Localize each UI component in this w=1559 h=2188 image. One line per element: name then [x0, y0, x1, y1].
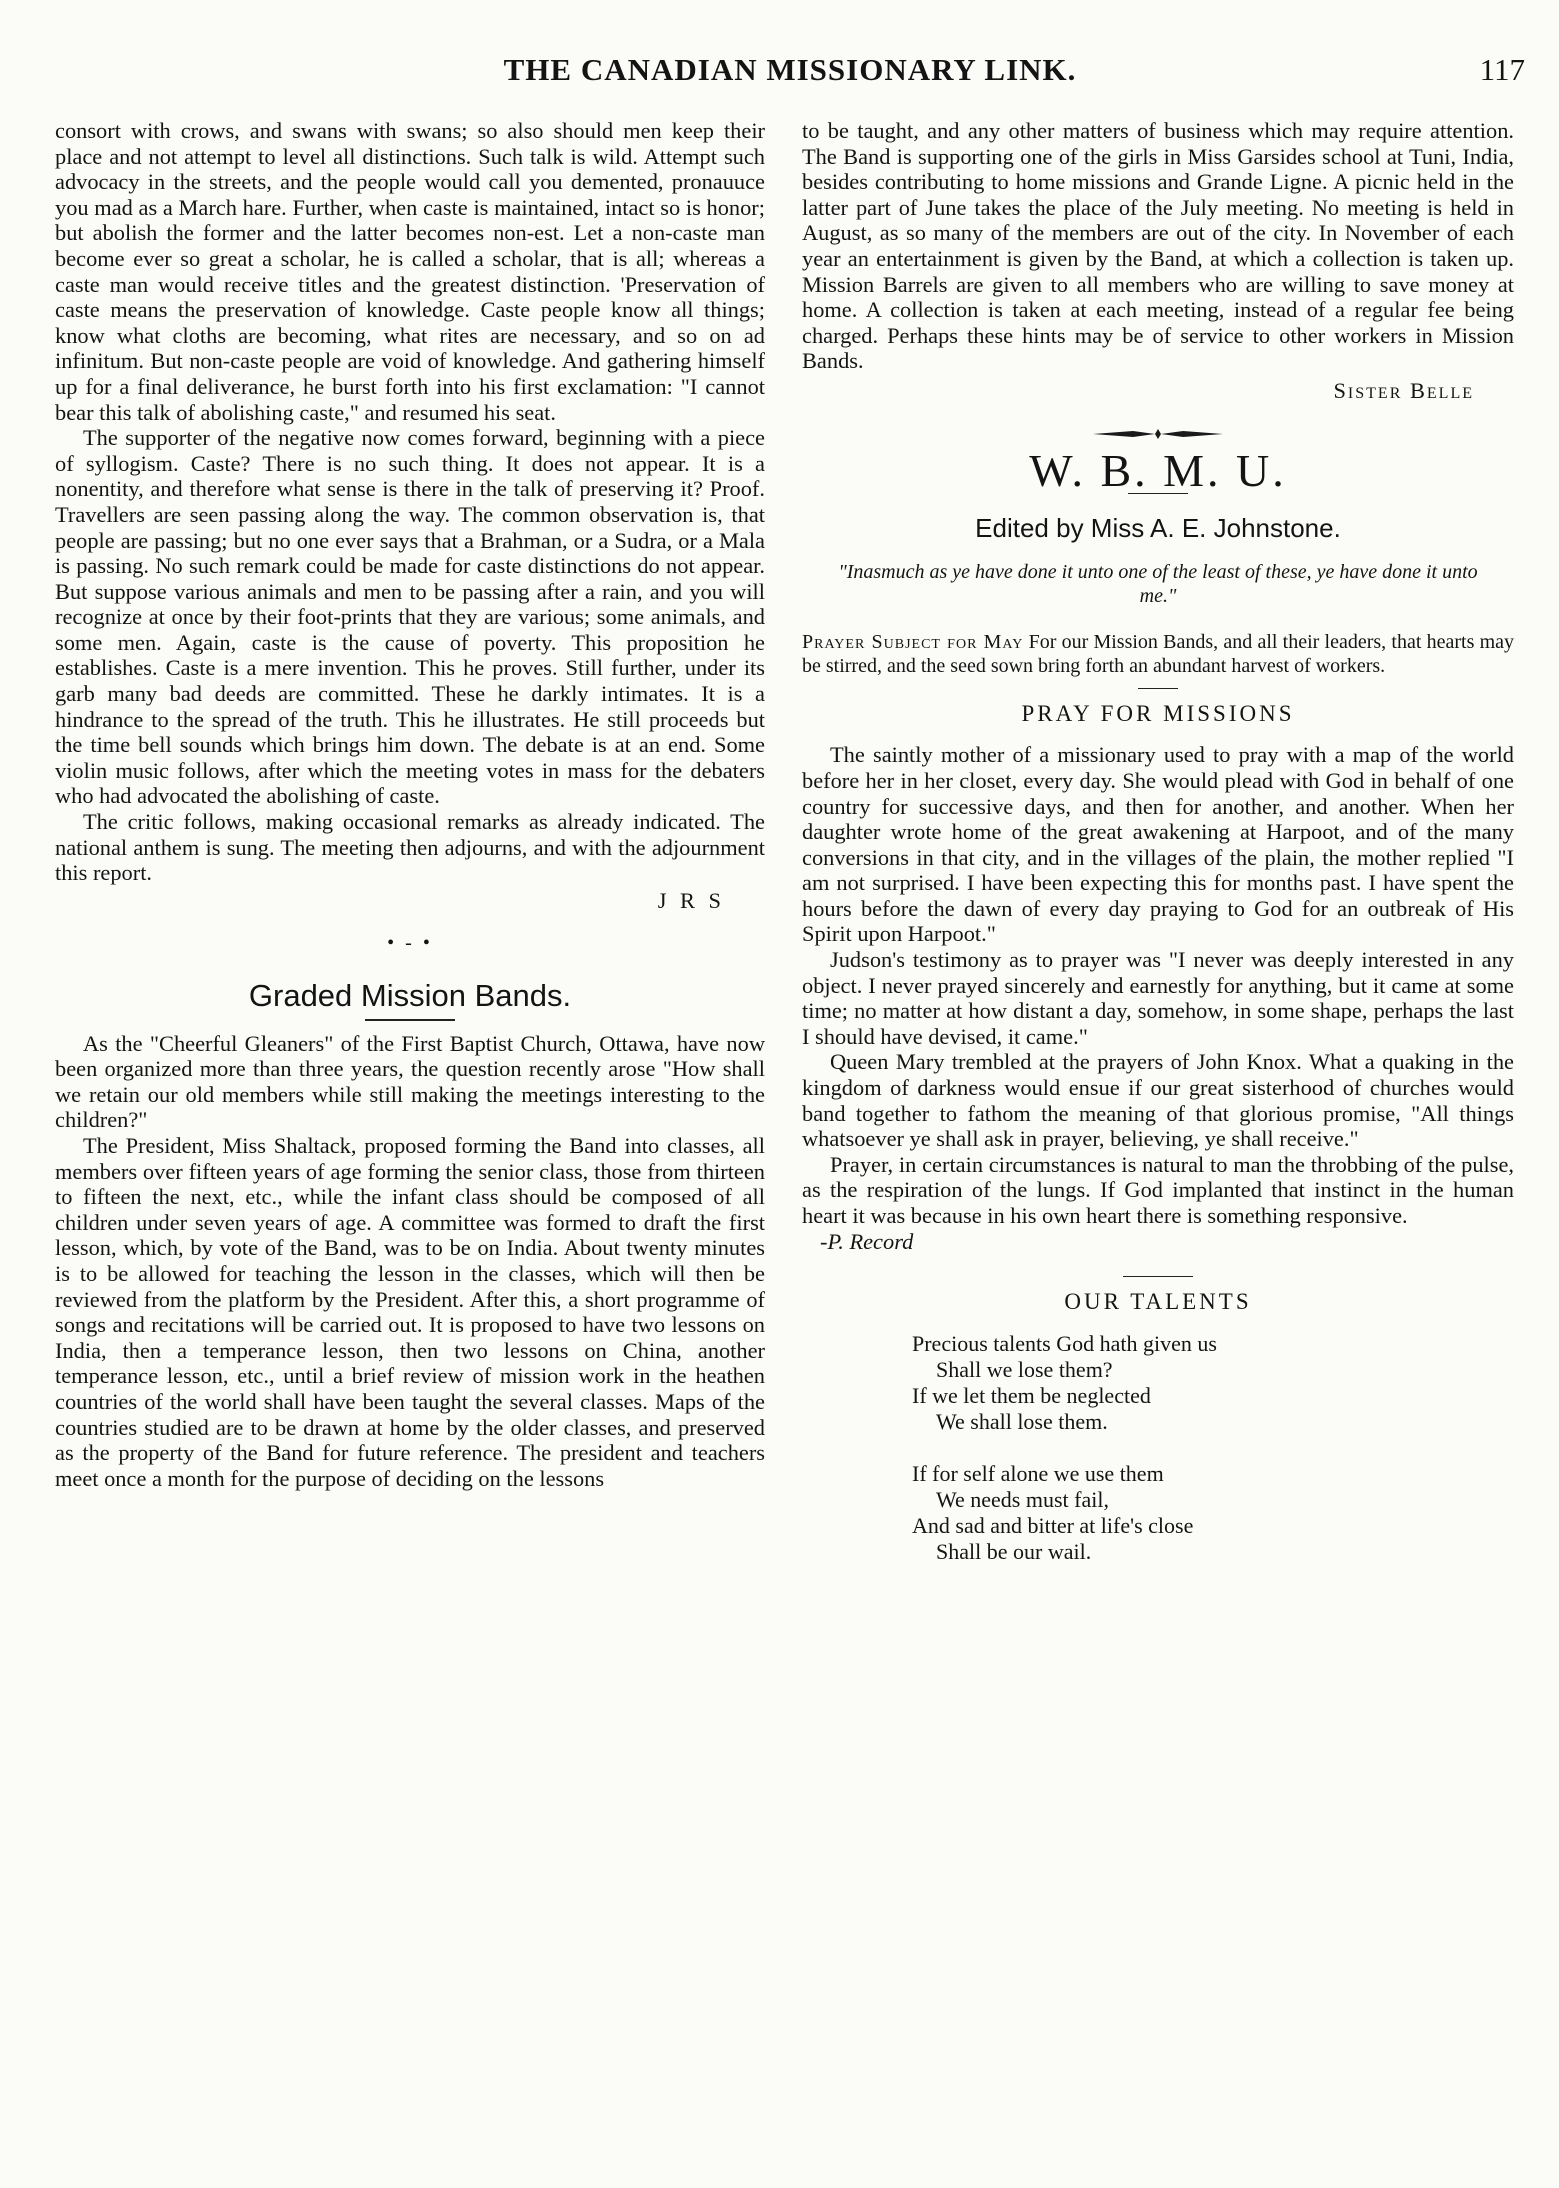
scripture-motto: "Inasmuch as ye have done it unto one of the least of these, ye have done it unto me." — [838, 560, 1478, 607]
prayer-subject-label: Prayer Subject for May — [802, 630, 1024, 653]
editor-line: Edited by Miss A. E. Johnstone. — [975, 513, 1341, 544]
paragraph: As the "Cheerful Gleaners" of the First Baptist Church, Ottawa, have now been organized more than three years, the question recently arose "How shall we retain our old members while still making the meetings interesting to the children?" — [55, 1030, 765, 1133]
section-heading: Graded Mission Bands. — [248, 978, 572, 1013]
subheading-rule — [1123, 1276, 1193, 1277]
article-signature: J R S — [657, 887, 725, 913]
article-signature: Sister Belle — [1333, 377, 1474, 403]
poem-line: Shall we lose them? — [936, 1356, 1113, 1382]
poem — [912, 1331, 1514, 1565]
heading-rule — [365, 1019, 455, 1021]
quote-source: -P. Record — [820, 1228, 914, 1254]
prayer-subject — [802, 630, 1514, 678]
poem-line: Shall be our wail. — [936, 1538, 1092, 1564]
section-divider: • - • — [387, 932, 433, 955]
paragraph: The saintly mother of a missionary used to pray with a map of the world before her in her closet, every day. She would plead with God in behalf of one country for successive days, and then for another, and another. When her daughter wrote home of the great awakening at Harpoot, and of the many conversions in that city, and in the villages of the plain, the mother replied "I am not surprised. I have been expecting this for months past. I have spent the hours before the dawn of every day praying to God for an outbreak of His Spirit upon Harpoot." — [802, 742, 1514, 947]
left-column — [55, 118, 765, 1491]
paragraph: to be taught, and any other matters of business which may require attention. The Band is supporting one of the girls in Miss Garsides school at Tuni, India, besides contributing to home missions and Grande Ligne. A picnic held in the latter part of June takes the place of the July meeting. No meeting is held in August, as so many of the members are out of the city. In November of each year an entertainment is given by the Band, at which a collection is taken up. Mission Barrels are given to all members who are willing to save money at home. A collection is taken at each meeting, instead of a regular fee being charged. Perhaps these hints may be of service to other workers in Mission Bands. — [802, 118, 1514, 374]
section-masthead: W. B. M. U. — [1029, 444, 1287, 496]
page-number: 117 — [1479, 52, 1525, 87]
paragraph: The supporter of the negative now comes forward, beginning with a piece of syllogism. Caste? There is no such thing. It does not appear. It is a nonentity, and therefore what sense is there in the talk of preserving it? Proof. Travellers are seen passing along the way. The common observation is, that people are passing; but no one ever says that a Brahman, or a Sudra, or a Mala is passing. No such remark could be made for caste distinctions do not appear. But suppose various animals and men to be passing after a rain, and you will recognize at once by their foot-prints that they are various; some animals, and some men. Again, caste is the cause of poverty. This proposition he establishes. Caste is a mere invention. This he proves. Still further, under its garb many bad deeds are committed. These he darkly intimates. It is a hindrance to the spread of the truth. This he illustrates. He still proceeds but the time bell sounds which brings him down. The debate is at an end. Some violin music follows, after which the meeting votes in mass for the debaters who had advocated the abolishing of caste. — [55, 425, 765, 809]
journal-title: THE CANADIAN MISSIONARY LINK. — [503, 52, 1077, 87]
subheading: PRAY FOR MISSIONS — [1021, 700, 1295, 726]
paragraph: Queen Mary trembled at the prayers of John Knox. What a quaking in the kingdom of darkness would ensue if our great sisterhood of churches would band together to fathom the meaning of that glorious promise, "All things whatsoever ye shall ask in prayer, believing, ye shall receive." — [802, 1049, 1514, 1152]
poem-line: We needs must fail, — [936, 1486, 1109, 1512]
paragraph: consort with crows, and swans with swans; so also should men keep their place and not attempt to level all distinctions. Such talk is wild. Attempt such advocacy in the streets, and the people would call you demented, pronauuce you mad as a March hare. Further, when caste is maintained, intact so is honor; but abolish the former and the latter becomes non-est. Let a non-caste man become ever so great a scholar, he is called a scholar, that is all; whereas a caste man would receive titles and the greatest distinction. 'Preservation of caste means the preservation of knowledge. Caste people know all things; know what cloths are becoming, what rites are necessary, and so on ad infinitum. But non-caste people are void of knowledge. And gathering himself up for a final deliverance, he burst forth into his first exclamation: "I cannot bear this talk of abolishing caste," and resumed his seat. — [55, 118, 765, 425]
poem-line: If we let them be neglected — [912, 1382, 1151, 1408]
prayer-subject-text: For our Mission Bands, and all their leaders, that hearts may be stirred, and the seed sown bring forth an abundant harvest of workers. — [802, 630, 1514, 677]
ornament-divider — [802, 426, 1514, 442]
subheading: OUR TALENTS — [1064, 1289, 1252, 1315]
paragraph: The critic follows, making occasional remarks as already indicated. The national anthem is sung. The meeting then adjourns, and with the adjournment this report. — [55, 809, 765, 886]
stanza-break — [912, 1435, 1514, 1461]
page-header — [55, 52, 1525, 92]
poem-line: And sad and bitter at life's close — [912, 1512, 1194, 1538]
subheading-rule — [1138, 688, 1178, 689]
paragraph: The President, Miss Shaltack, proposed forming the Band into classes, all members over fifteen years of age forming the senior class, those from thirteen to fifteen the next, etc., while the infant class should be composed of all children under seven years of age. A committee was formed to draft the first lesson, which, by vote of the Band, was to be on India. About twenty minutes is to be allowed for teaching the lesson in the classes, which will then be reviewed from the platform by the President. After this, a short programme of songs and recitations will be carried out. It is proposed to have two lessons on India, then a temperance lesson, then two lessons on China, another temperance lesson, etc., until a brief review of mission work in the heathen countries of the world shall have been taught the several classes. Maps of the countries studied are to be drawn at home by the older classes, and preserved as the property of the Band for future reference. The president and teachers meet once a month for the purpose of deciding on the lessons — [55, 1132, 765, 1491]
ornament-rule — [1093, 426, 1223, 442]
paragraph: Judson's testimony as to prayer was "I never was deeply interested in any object. I never prayed sincerely and earnestly for anything, but it came at some time; no matter at how distant a day, somehow, in some shape, perhaps the last I should have devised, it came." — [802, 947, 1514, 1049]
right-column — [802, 118, 1514, 1565]
poem-line: We shall lose them. — [936, 1408, 1108, 1434]
poem-line: If for self alone we use them — [912, 1460, 1164, 1486]
paragraph: Prayer, in certain circumstances is natural to man the throbbing of the pulse, as the respiration of the lungs. If God implanted that instinct in the human heart it was because in his own heart there is something responsive. — [802, 1151, 1514, 1228]
poem-line: Precious talents God hath given us — [912, 1330, 1217, 1356]
